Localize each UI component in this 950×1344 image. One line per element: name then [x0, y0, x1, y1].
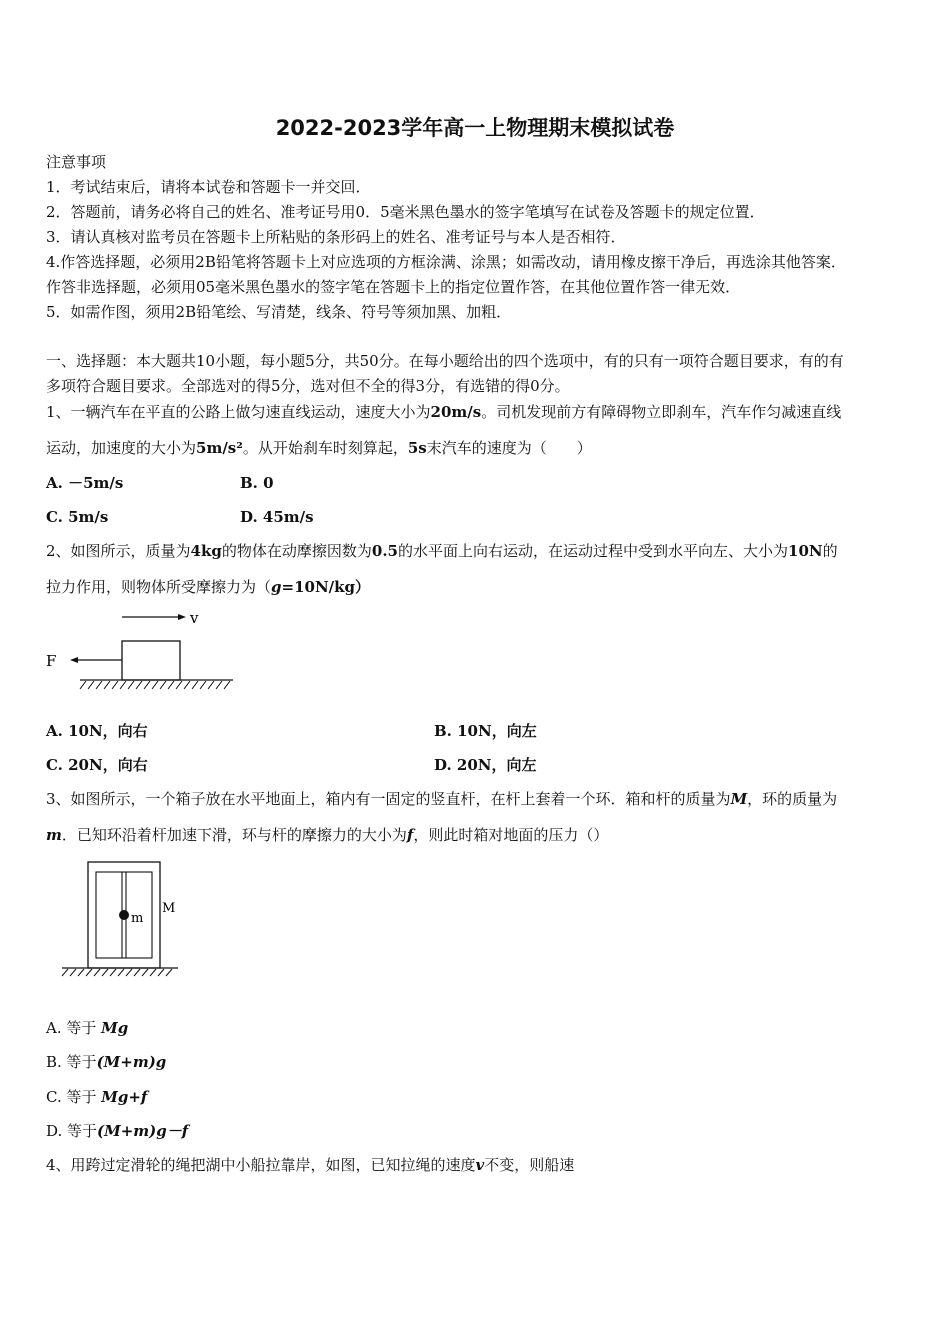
- notice-item-6: 5．如需作图，须用2B铅笔绘、写清楚，线条、符号等须加黑、加粗．: [46, 303, 512, 321]
- q3-option-b-prefix: B. 等于: [46, 1053, 97, 1071]
- notice-item-5: 作答非选择题，必须用05毫米黑色墨水的签字笔在答题卡上的指定位置作答，在其他位置作答一律无效．: [46, 278, 741, 296]
- q1-option-a: A. －5m/s: [46, 474, 124, 492]
- q2-text: 的: [822, 542, 838, 560]
- q3-friction-symbol: f: [406, 826, 414, 844]
- q3-stem-line1: [46, 789, 837, 809]
- section1-instructions-line2: 多项符合题目要求。全部选对的得5分，选对但不全的得3分，有选错的得0分。: [46, 377, 570, 395]
- q2-figure-block-on-surface: [40, 605, 240, 695]
- q3-option-a: [46, 1018, 128, 1038]
- section1-instructions-line1: 一、选择题：本大题共10小题，每小题5分，共50分。在每小题给出的四个选项中，有的只有一项符合题目要求，有的有: [46, 352, 844, 370]
- q1-text: 末汽车的速度为（ ）: [426, 439, 592, 457]
- q3-option-d: [46, 1121, 188, 1141]
- q2-gravity-value: =10N/kg）: [281, 578, 371, 596]
- q3-option-d-prefix: D. 等于: [46, 1122, 98, 1140]
- q4-stem-line1: [46, 1155, 574, 1175]
- q1-stem-line2: [46, 438, 592, 458]
- q3-figure-box-with-rod: [56, 856, 186, 981]
- q2-option-b: B. 10N，向左: [434, 722, 537, 740]
- q3-ring-mass-symbol: m: [46, 826, 62, 844]
- q1-speed: 20m/s: [430, 403, 482, 421]
- q1-acceleration: 5m/s²: [196, 439, 243, 457]
- notice-heading: 注意事项: [46, 153, 107, 171]
- q1-stem-line1: [46, 402, 841, 422]
- q2-stem-line2: [46, 577, 370, 597]
- q3-option-b-value: (M+m)g: [96, 1053, 167, 1071]
- q2-text: 2、如图所示，质量为: [46, 542, 191, 560]
- q3-option-c: [46, 1087, 147, 1107]
- q2-fig-v-label: v: [190, 609, 199, 627]
- q2-friction-coefficient: 0.5: [371, 542, 398, 560]
- q3-option-a-value: Mg: [101, 1019, 129, 1037]
- notice-item-2: 2．答题前，请务必将自己的姓名、准考证号用0．5毫米黑色墨水的签字笔填写在试卷及答题卡的规定位置．: [46, 203, 765, 221]
- page-title: 2022-2023学年高一上物理期末模拟试卷: [275, 116, 675, 140]
- q4-velocity-symbol: v: [475, 1156, 485, 1174]
- q2-option-a: A. 10N，向右: [46, 722, 148, 740]
- q3-box-mass-symbol: M: [730, 790, 748, 808]
- q1-time: 5s: [407, 439, 427, 457]
- q2-text: 的物体在动摩擦因数为: [221, 542, 372, 560]
- q2-text: 的水平面上向右运动，在运动过程中受到水平向左、大小为: [398, 542, 789, 560]
- q1-text: 1、一辆汽车在平直的公路上做匀速直线运动，速度大小为: [46, 403, 431, 421]
- q2-option-d: D. 20N，向左: [434, 756, 537, 774]
- notice-item-1: 1．考试结束后，请将本试卷和答题卡一并交回．: [46, 178, 371, 196]
- q4-text: 4、用跨过定滑轮的绳把湖中小船拉靠岸，如图，已知拉绳的速度: [46, 1156, 476, 1174]
- q3-text: 3、如图所示，一个箱子放在水平地面上，箱内有一固定的竖直杆，在杆上套着一个环．箱和杆的质量为: [46, 790, 731, 808]
- q2-fig-f-label: F: [46, 652, 57, 670]
- notice-item-3: 3．请认真核对监考员在答题卡上所粘贴的条形码上的姓名、准考证号与本人是否相符．: [46, 228, 626, 246]
- q1-option-d: D. 45m/s: [240, 508, 314, 526]
- q2-option-c: C. 20N，向右: [46, 756, 148, 774]
- q2-mass: 4kg: [190, 542, 222, 560]
- q3-text: ．已知环沿着杆加速下滑，环与杆的摩擦力的大小为: [61, 826, 407, 844]
- q3-fig-m-label: m: [131, 911, 144, 926]
- q3-fig-big-m-label: M: [162, 901, 176, 916]
- q1-option-b: B. 0: [240, 474, 274, 492]
- q1-option-c: C. 5m/s: [46, 508, 109, 526]
- q3-text: ，环的质量为: [747, 790, 838, 808]
- q1-text: 运动，加速度的大小为: [46, 439, 197, 457]
- q1-text: 。从开始刹车时刻算起，: [242, 439, 408, 457]
- q3-option-c-prefix: C. 等于: [46, 1088, 102, 1106]
- q3-stem-line2: [46, 825, 608, 845]
- q3-option-d-value: (M+m)g－f: [97, 1122, 189, 1140]
- q3-option-a-prefix: A. 等于: [46, 1019, 102, 1037]
- q1-text: 。司机发现前方有障碍物立即刹车，汽车作匀减速直线: [481, 403, 842, 421]
- q2-force: 10N: [788, 542, 823, 560]
- q2-gravity-symbol: g: [271, 578, 282, 596]
- q2-text: 拉力作用，则物体所受摩擦力为（: [46, 578, 272, 596]
- q3-text: ，则此时箱对地面的压力（）: [413, 826, 609, 844]
- q2-stem-line1: [46, 541, 838, 561]
- q3-option-b: [46, 1052, 166, 1072]
- q3-option-c-value: Mg+f: [101, 1088, 148, 1106]
- notice-item-4: 4.作答选择题，必须用2B铅笔将答题卡上对应选项的方框涂满、涂黑；如需改动，请用橡皮擦干净后，再选涂其他答案．: [46, 253, 846, 271]
- q4-text: 不变，则船速: [484, 1156, 575, 1174]
